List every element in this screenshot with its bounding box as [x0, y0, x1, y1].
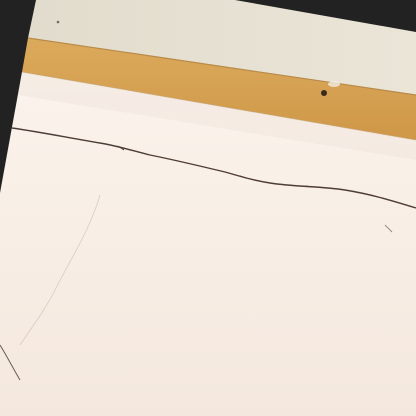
ceiling-spot — [57, 21, 60, 24]
trim-blemish — [321, 90, 327, 96]
trim-paint-spot — [328, 81, 340, 87]
